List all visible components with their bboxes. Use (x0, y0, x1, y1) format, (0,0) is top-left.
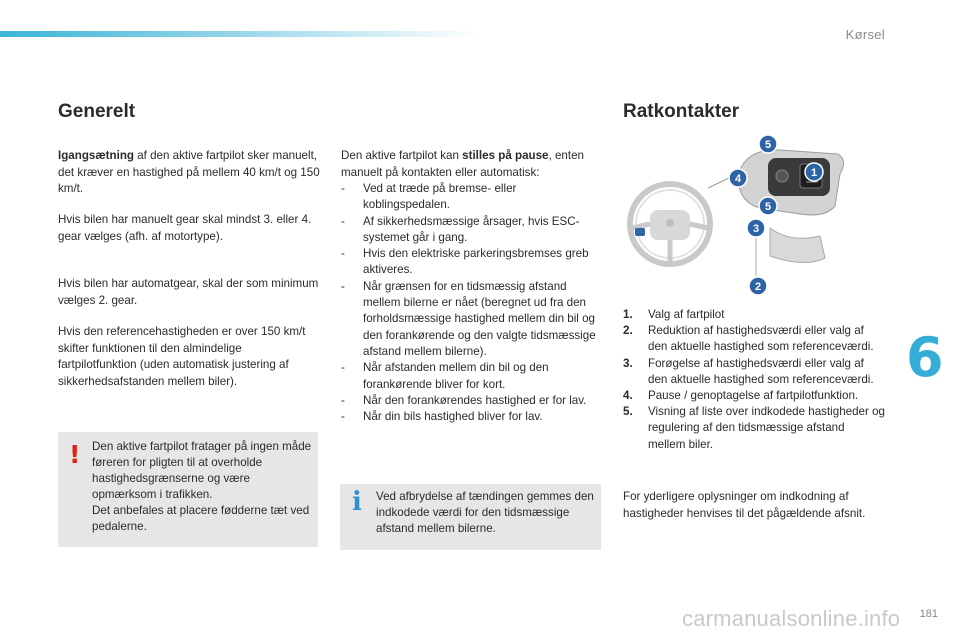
list-item (623, 307, 885, 323)
pause-intro-b: , enten manuelt på kontakten eller automatisk: (341, 149, 584, 179)
paragraph-more-info: For yderligere oplysninger om indkodning af hastigheder henvises til det pågældende afsnit. (623, 490, 866, 520)
page-number: 181 (919, 608, 938, 620)
callout-marker (759, 197, 777, 215)
paragraph-automatic-gear: Hvis bilen har automatgear, skal der som minimum vælges 2. gear. (58, 277, 319, 307)
activation-text: af den aktive fartpilot sker manuelt, det kræver en hastighed på mellem 40 km/t og 150 km/t. (58, 149, 320, 196)
list-item (623, 404, 885, 453)
list-item (623, 356, 885, 388)
item-text: Reduktion af hastighedsværdi eller valg af den aktuelle hastighed som referenceværdi. (648, 324, 874, 354)
item-text: Visning af liste over indkodede hastigheder og regulering af den tidsmæssige afstand mellem biler. (648, 405, 885, 451)
info-icon: i (352, 487, 362, 517)
callout-2: 2 (754, 281, 762, 293)
activation-term: Igangsætning (58, 149, 134, 162)
callout-4: 4 (734, 173, 742, 185)
warning-text-line2: Det anbefales at placere fødderne tæt ved pedalerne. (92, 504, 310, 533)
heading-ratkontakter: Ratkontakter (623, 101, 740, 122)
callout-marker (749, 277, 767, 295)
watermark: carmanualsonline.info (682, 606, 901, 631)
list-item (623, 323, 885, 355)
pause-conditions-list (341, 181, 603, 425)
pause-term: stilles på pause (462, 149, 549, 162)
callout-5-bottom: 5 (764, 201, 772, 213)
list-item: - Hvis den elektriske parkeringsbremses greb aktiveres. (341, 246, 603, 279)
paragraph-activation (58, 148, 320, 198)
callout-3: 3 (752, 223, 760, 235)
callout-marker (805, 163, 823, 181)
callout-1: 1 (810, 167, 818, 179)
item-text: Forøgelse af hastighedsværdi eller valg af den aktuelle hastighed som referenceværdi. (648, 356, 874, 386)
list-item: - Når afstanden mellem din bil og den forankørende bliver for kort. (341, 360, 603, 393)
warning-text (92, 439, 314, 535)
list-item: - Når den forankørendes hastighed er for lav. (341, 393, 603, 409)
steering-wheel-icon (630, 184, 710, 264)
item-number: 2. (623, 324, 633, 338)
warning-text-line1: Den aktive fartpilot fratager på ingen måde føreren for pligten til at overholde hastighedsgrænserne og være opmærksom i trafikken. (92, 440, 312, 501)
heading-generelt: Generelt (58, 101, 136, 122)
pause-intro-a: Den aktive fartpilot kan (341, 149, 463, 162)
callout-marker (729, 169, 747, 187)
callout-marker (759, 135, 777, 153)
list-item: - Når din bils hastighed bliver for lav. (341, 409, 603, 425)
list-item: - Når grænsen for en tidsmæssig afstand mellem bilerne er nået (beregnet ud fra den forholdsmæssige hastighed mellem din bil og den forankørende og den valgte tidsmæssige afstand mellem bilerne). (341, 279, 603, 360)
item-text: Valg af fartpilot (648, 308, 725, 321)
list-item (623, 388, 885, 404)
list-item: - Ved at træde på bremse- eller koblingspedalen. (341, 181, 603, 214)
chapter-number: 6 (906, 326, 944, 389)
item-text: Pause / genoptagelse af fartpilotfunktion. (648, 389, 859, 403)
item-number: 4. (623, 389, 633, 403)
paragraph-pause-intro (341, 148, 603, 181)
controls-list (623, 307, 885, 453)
item-number: 1. (623, 308, 633, 321)
item-number: 5. (623, 405, 633, 419)
callout-marker (747, 219, 765, 237)
paragraph-manual-gear: Hvis bilen har manuelt gear skal mindst 3. eller 4. gear vælges (afh. af motortype). (58, 213, 312, 243)
callout-5-top: 5 (764, 139, 772, 151)
info-text: Ved afbrydelse af tændingen gemmes den indkodede værdi for den tidsmæssige afstand mellem bilerne. (376, 490, 594, 535)
steering-wheel-controls-icon (620, 128, 860, 303)
warning-icon: ! (69, 440, 81, 469)
paragraph-reference-speed: Hvis den referencehastigheden er over 150 km/t skifter funktionen til den almindelige fartpilotfunktion (uden automatisk justering af sikkerhedsafstanden mellem biler). (58, 325, 306, 388)
list-item: - Af sikkerhedsmæssige årsager, hvis ESC-systemet går i gang. (341, 214, 603, 247)
section-label: Kørsel (845, 27, 885, 42)
header-accent-bar (0, 31, 480, 37)
item-number: 3. (623, 356, 633, 370)
